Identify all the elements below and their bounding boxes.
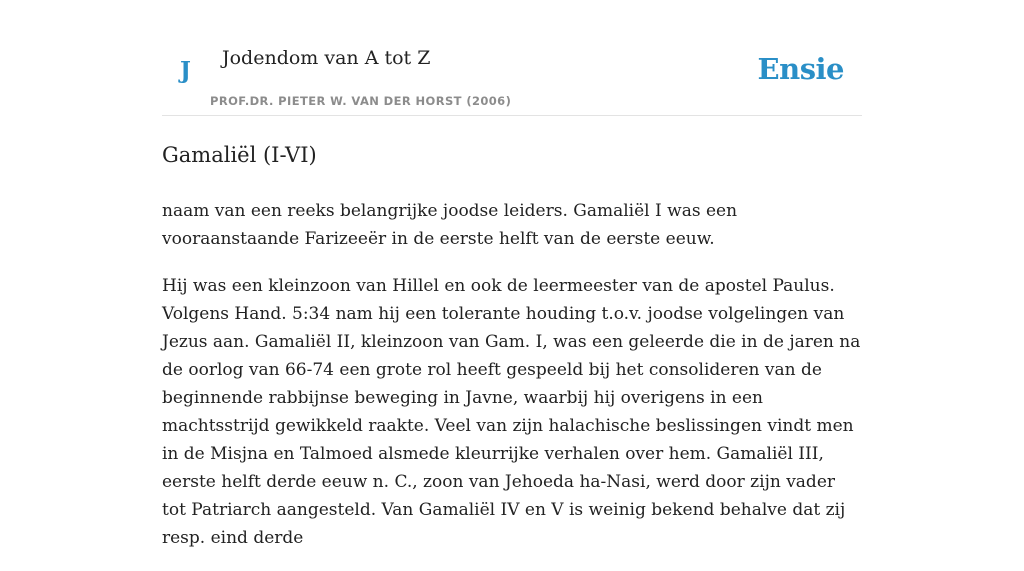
article-paragraph-2: Hij was een kleinzoon van Hillel en ook de leermeester van de apostel Paulus. Volgens Hand. 5:34 nam hij een tolerante houding t.o.v. joodse volgelingen van Jezus aan. Gamaliël II, kleinzoon van Gam. I, was een geleerde die in de jaren na de oorlog van 66-74 een grote rol heeft gespeeld bij het consolideren van de beginnende rabbijnse beweging in Javne, waarbij hij overigens in een machtsstrijd gewikkeld raakte. Veel van zijn halachische beslissingen vindt men in de Misjna en Talmoed alsmede kleurrijke verhalen over hem. Gamaliël III, eerste helft derde eeuw n. C., zoon van Jehoeda ha-Nasi, werd door zijn vader tot Patriarch aangesteld. Van Gamaliël IV en V is weinig bekend behalve dat zij resp. eind derde: [162, 276, 861, 548]
entry-title: Gamaliël (I-VI): [162, 143, 317, 167]
article: [162, 136, 862, 571]
book-logo[interactable]: J: [180, 57, 191, 84]
header: [162, 36, 862, 116]
book-author: PROF.DR. PIETER W. VAN DER HORST (2006): [210, 94, 512, 108]
book-title[interactable]: Jodendom van A tot Z: [222, 47, 431, 69]
ensie-logo[interactable]: Ensie: [757, 52, 844, 86]
article-paragraph-1: naam van een reeks belangrijke joodse leiders. Gamaliël I was een vooraanstaande Farizeeër in de eerste helft van de eerste eeuw.: [162, 201, 738, 249]
